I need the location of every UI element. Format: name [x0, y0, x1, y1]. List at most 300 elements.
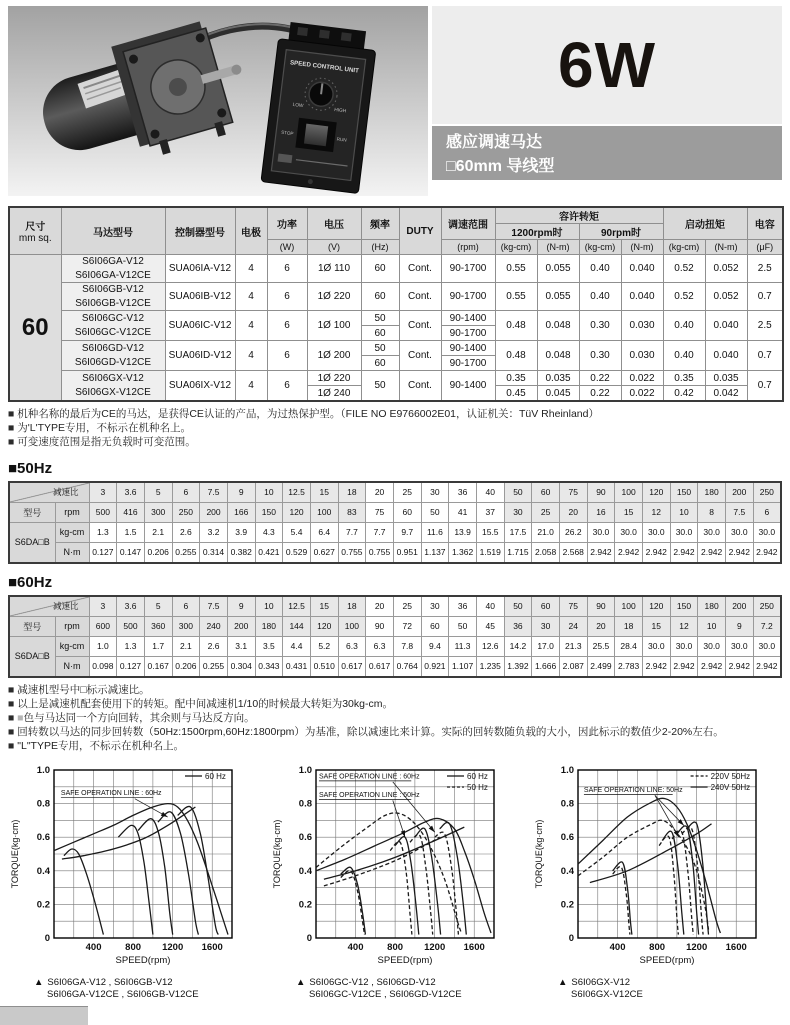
ratios-cell: 25 [393, 596, 421, 617]
rpm-cell: 144 [283, 616, 311, 636]
kgcm-cell: 5.4 [283, 522, 311, 542]
rpm-cell: 16 [587, 502, 615, 522]
rpm-cell: 7.5 [725, 502, 753, 522]
ratios-cell: 90 [587, 482, 615, 503]
series-speed-curve-1 [64, 849, 104, 935]
nm-cell: 2.568 [559, 542, 587, 563]
ratios-cell: 150 [670, 596, 698, 617]
note-item: ■ 为'L'TYPE专用，不标示在机种名上。 [8, 422, 782, 436]
capacitance-value: 0.7 [747, 341, 783, 371]
capacitance-value: 0.7 [747, 371, 783, 402]
ratio-table-60hz [8, 595, 782, 678]
nm-cell: 2.499 [587, 656, 615, 677]
unit-v: (V) [307, 240, 361, 255]
annotation-text: SAFE OPERATION LINE : 50Hz [318, 791, 420, 799]
rpm-cell: 500 [117, 616, 145, 636]
controller-model: SUA06ID-V12 [165, 341, 235, 371]
nm-cell: 1.715 [504, 542, 532, 563]
subtitle-line2: □60mm 导线型 [446, 158, 555, 175]
col-at90: 90rpm时 [579, 224, 663, 240]
duty-value: Cont. [399, 311, 441, 341]
kgcm-cell: 17.5 [504, 522, 532, 542]
rpm-cell: 180 [255, 616, 283, 636]
col-poles: 电极 [235, 207, 267, 255]
kgcm-cell: 7.7 [338, 522, 366, 542]
notes-bottom [8, 684, 782, 754]
triangle-marker-icon: ▲ [558, 976, 568, 988]
rpm-cell: 150 [255, 502, 283, 522]
controller-model: SUA06IX-V12 [165, 371, 235, 402]
ratios-cell: 25 [393, 482, 421, 503]
product-photo-illustration [8, 6, 428, 196]
unit-title: SPEED CONTROL UNIT [289, 59, 360, 75]
rpm-label: rpm [55, 502, 89, 522]
torque-value: 0.22 [579, 386, 621, 402]
rpm-cell: 166 [227, 502, 255, 522]
rpm-cell: 10 [670, 502, 698, 522]
y-tick-label: 0.6 [298, 831, 312, 843]
legend-label: 60 Hz [467, 771, 488, 781]
torque-value: 0.022 [621, 386, 663, 402]
speed-control-unit [261, 21, 378, 194]
torque-value: 0.52 [663, 283, 705, 311]
torque-speed-charts [8, 762, 782, 1003]
kgcm-cell: 17.0 [532, 636, 560, 656]
y-tick-label: 0.4 [298, 865, 312, 877]
y-tick-label: 0.8 [36, 798, 50, 810]
motor-model: S6I06GB-V12 S6I06GB-V12CE [61, 283, 165, 311]
voltage-value: 1Ø 200 [307, 341, 361, 371]
torque-speed-chart [8, 762, 258, 970]
nm-cell: 2.942 [642, 656, 670, 677]
torque-value: 0.045 [537, 386, 579, 402]
nm-cell: 1.235 [476, 656, 504, 677]
unit-kgcm-2: (kg-cm) [579, 240, 621, 255]
rpm-cell: 100 [310, 502, 338, 522]
x-axis-label: SPEED(rpm) [639, 954, 695, 966]
y-tick-label: 0.8 [560, 798, 574, 810]
series-envelope-50hz [316, 813, 461, 933]
kgcm-cell: 21.3 [559, 636, 587, 656]
nm-cell: 2.783 [615, 656, 643, 677]
col-freq: 频率 [361, 207, 399, 240]
rpm-cell: 100 [338, 616, 366, 636]
ratios-cell: 5 [144, 482, 172, 503]
torque-value: 0.048 [537, 341, 579, 371]
kgcm-cell: 30.0 [725, 636, 753, 656]
y-tick-label: 1.0 [560, 764, 574, 776]
rpm-cell: 9 [725, 616, 753, 636]
col-start-torque: 启动扭矩 [663, 207, 747, 240]
rpm-cell: 15 [642, 616, 670, 636]
kgcm-cell: 2.1 [172, 636, 200, 656]
ratios-cell: 3.6 [117, 596, 145, 617]
duty-value: Cont. [399, 283, 441, 311]
gearhead-model: S6DA□B [9, 522, 55, 563]
notes-top [8, 408, 782, 450]
power-value: 6 [267, 255, 307, 283]
torque-value: 0.052 [705, 255, 747, 283]
switch-stop-label: STOP [280, 129, 294, 137]
rpm-cell: 6 [753, 502, 781, 522]
ratios-cell: 36 [449, 482, 477, 503]
kgcm-cell: 28.4 [615, 636, 643, 656]
ratios-cell: 5 [144, 596, 172, 617]
nm-cell: 0.098 [89, 656, 117, 677]
y-axis-label: TORQUE(kg·cm) [10, 819, 20, 889]
rpm-cell: 15 [615, 502, 643, 522]
kgcm-cell: 1.0 [89, 636, 117, 656]
size-value: 60 [9, 255, 61, 402]
y-axis-label: TORQUE(kg·cm) [272, 819, 282, 889]
ratios-cell: 36 [449, 596, 477, 617]
controller-model: SUA06IA-V12 [165, 255, 235, 283]
voltage-value: 1Ø 240 [307, 386, 361, 402]
triangle-marker-icon: ▲ [34, 976, 44, 988]
ratios-cell: 250 [753, 482, 781, 503]
unit-w: (W) [267, 240, 307, 255]
ratios-cell: 50 [504, 482, 532, 503]
rpm-cell: 37 [476, 502, 504, 522]
kgcm-cell: 5.2 [310, 636, 338, 656]
freq-value: 50 [361, 311, 399, 326]
x-tick-label: 800 [649, 941, 666, 953]
kgcm-cell: 2.6 [172, 522, 200, 542]
ratios-cell: 12.5 [283, 482, 311, 503]
nm-cell: 0.617 [366, 656, 394, 677]
nm-cell: 0.206 [172, 656, 200, 677]
series-envelope-60hz [54, 803, 228, 934]
kgcm-cell: 9.7 [393, 522, 421, 542]
y-tick-label: 0.2 [560, 899, 574, 911]
y-tick-label: 0.6 [560, 831, 574, 843]
ratios-cell: 120 [642, 482, 670, 503]
torque-value: 0.040 [621, 255, 663, 283]
y-tick-label: 0.8 [298, 798, 312, 810]
speed-range-value: 90-1700 [441, 255, 495, 283]
nm-cell: 2.942 [615, 542, 643, 563]
kgcm-cell: 11.6 [421, 522, 449, 542]
kgcm-cell: 30.0 [698, 522, 726, 542]
ratios-cell: 7.5 [200, 482, 228, 503]
torque-value: 0.52 [663, 255, 705, 283]
torque-value: 0.42 [663, 386, 705, 402]
rpm-cell: 60 [421, 616, 449, 636]
rpm-cell: 8 [698, 502, 726, 522]
freq-value: 60 [361, 326, 399, 341]
x-tick-label: 1200 [424, 941, 446, 953]
motor-model: S6I06GX-V12 S6I06GX-V12CE [61, 371, 165, 402]
note-item: ■ 减速机型号中□标示减速比。 [8, 684, 782, 698]
rpm-cell: 200 [200, 502, 228, 522]
rpm-cell: 83 [338, 502, 366, 522]
nm-cell: 1.107 [449, 656, 477, 677]
rpm-cell: 12 [670, 616, 698, 636]
nm-cell: 0.764 [393, 656, 421, 677]
kgcm-cell: 1.5 [117, 522, 145, 542]
col-cap: 电容 [747, 207, 783, 240]
kgcm-cell: 1.7 [144, 636, 172, 656]
y-tick-label: 0.4 [36, 865, 50, 877]
freq-value: 50 [361, 371, 399, 402]
legend-label: 60 Hz [205, 771, 226, 781]
y-tick-label: 0.2 [36, 899, 50, 911]
capacitance-value: 2.5 [747, 255, 783, 283]
nm-cell: 1.137 [421, 542, 449, 563]
annotation-text: SAFE OPERATION LINE : 60Hz [318, 773, 420, 781]
torque-value: 0.030 [621, 311, 663, 341]
kgcm-cell: 14.2 [504, 636, 532, 656]
ratios-cell: 18 [338, 596, 366, 617]
y-tick-label: 1.0 [298, 764, 312, 776]
ratios-cell: 150 [670, 482, 698, 503]
legend-label: 50 Hz [467, 782, 488, 792]
controller-model: SUA06IC-V12 [165, 311, 235, 341]
nm-cell: 1.362 [449, 542, 477, 563]
torque-value: 0.35 [663, 371, 705, 386]
rpm-cell: 30 [504, 502, 532, 522]
kgcm-cell: 4.3 [255, 522, 283, 542]
torque-speed-chart [270, 762, 520, 970]
ratio-table-50hz [8, 481, 782, 564]
annotation-text: SAFE OPERATION LINE : 60Hz [60, 789, 162, 797]
rpm-cell: 12 [642, 502, 670, 522]
y-tick-label: 0 [568, 932, 574, 944]
torque-value: 0.35 [495, 371, 537, 386]
unit-hz: (Hz) [361, 240, 399, 255]
spec-table [8, 206, 784, 402]
knob-high-label: HIGH [333, 107, 347, 115]
triangle-marker-icon: ▲ [296, 976, 306, 988]
ratios-cell: 90 [587, 596, 615, 617]
torque-value: 0.055 [537, 255, 579, 283]
kgcm-cell: 7.8 [393, 636, 421, 656]
voltage-value: 1Ø 110 [307, 255, 361, 283]
nm-cell: 2.942 [698, 656, 726, 677]
rpm-cell: 30 [532, 616, 560, 636]
nm-cell: 2.942 [670, 656, 698, 677]
rpm-cell: 20 [559, 502, 587, 522]
ratios-cell: 40 [476, 482, 504, 503]
kgcm-cell: 3.9 [227, 522, 255, 542]
nm-cell: 2.058 [532, 542, 560, 563]
nm-cell: 0.617 [338, 656, 366, 677]
product-photo [8, 6, 428, 196]
poles-value: 4 [235, 255, 267, 283]
kgcm-cell: 9.4 [421, 636, 449, 656]
rpm-label: rpm [55, 616, 89, 636]
kgcm-cell: 26.2 [559, 522, 587, 542]
torque-value: 0.055 [537, 283, 579, 311]
ratios-cell: 200 [725, 482, 753, 503]
y-tick-label: 0 [44, 932, 50, 944]
kgcm-cell: 3.2 [200, 522, 228, 542]
knob-pointer [321, 83, 322, 94]
ratio-header-label: 减速比 [9, 596, 89, 617]
rpm-cell: 416 [117, 502, 145, 522]
rpm-cell: 120 [283, 502, 311, 522]
note-item: ■ 可变速度范围是指无负载时可变范围。 [8, 436, 782, 450]
ratios-cell: 12.5 [283, 596, 311, 617]
motor-model: S6I06GC-V12 S6I06GC-V12CE [61, 311, 165, 341]
kgcm-cell: 30.0 [670, 522, 698, 542]
nm-cell: 0.147 [117, 542, 145, 563]
section-60hz: ■60Hz [8, 573, 53, 591]
nm-cell: 0.421 [255, 542, 283, 563]
rpm-cell: 50 [421, 502, 449, 522]
rpm-cell: 250 [172, 502, 200, 522]
chart-caption: ▲ S6I06GC-V12 , S6I06GD-V12 S6I06GC-V12CE , S6I06GD-V12CE [296, 976, 462, 1001]
kgcm-label: kg-cm [55, 636, 89, 656]
unit-nm-1: (N-m) [537, 240, 579, 255]
nm-cell: 0.382 [227, 542, 255, 563]
power-value: 6 [267, 341, 307, 371]
kgcm-cell: 30.0 [753, 636, 781, 656]
speed-range-value: 90-1400 [441, 341, 495, 356]
torque-value: 0.035 [705, 371, 747, 386]
freq-value: 60 [361, 255, 399, 283]
section-50hz: ■50Hz [8, 459, 53, 477]
ratios-cell: 100 [615, 596, 643, 617]
chart-gc-gd [270, 762, 520, 1003]
freq-value: 60 [361, 356, 399, 371]
nm-cell: 0.206 [144, 542, 172, 563]
y-tick-label: 0.2 [298, 899, 312, 911]
x-tick-label: 400 [609, 941, 626, 953]
unit-uf: (μF) [747, 240, 783, 255]
torque-value: 0.55 [495, 283, 537, 311]
kgcm-cell: 30.0 [725, 522, 753, 542]
power-value: 6 [267, 311, 307, 341]
wattage-banner [432, 6, 782, 124]
legend-label: 220V 50Hz [710, 771, 751, 781]
ratios-cell: 250 [753, 596, 781, 617]
ratios-cell: 30 [421, 596, 449, 617]
kgcm-cell: 30.0 [670, 636, 698, 656]
rpm-cell: 25 [532, 502, 560, 522]
model-label: 型号 [9, 502, 55, 522]
motor-model: S6I06GD-V12 S6I06GD-V12CE [61, 341, 165, 371]
ratios-cell: 100 [615, 482, 643, 503]
kgcm-cell: 12.6 [476, 636, 504, 656]
ratios-cell: 7.5 [200, 596, 228, 617]
rpm-cell: 300 [172, 616, 200, 636]
spec-table-body [9, 255, 783, 402]
nm-cell: 2.942 [753, 656, 781, 677]
col-power: 功率 [267, 207, 307, 240]
nm-cell: 0.304 [227, 656, 255, 677]
y-tick-label: 0.6 [36, 831, 50, 843]
unit-nm-3: (N-m) [705, 240, 747, 255]
rpm-cell: 24 [559, 616, 587, 636]
nm-cell: 2.942 [642, 542, 670, 563]
col-duty: DUTY [399, 207, 441, 255]
nm-cell: 0.255 [172, 542, 200, 563]
nm-cell: 2.942 [725, 542, 753, 563]
poles-value: 4 [235, 371, 267, 402]
capacitance-value: 2.5 [747, 311, 783, 341]
rpm-cell: 60 [393, 502, 421, 522]
ratios-cell: 3.6 [117, 482, 145, 503]
x-tick-label: 1200 [686, 941, 708, 953]
motor-model: S6I06GA-V12 S6I06GA-V12CE [61, 255, 165, 283]
torque-value: 0.48 [495, 341, 537, 371]
chart-ga-gb [8, 762, 258, 1003]
ratios-cell: 10 [255, 482, 283, 503]
torque-value: 0.40 [579, 283, 621, 311]
nm-cell: 2.942 [753, 542, 781, 563]
ratios-cell: 15 [310, 596, 338, 617]
note-item: ■ 回转数以马达的同步回转数（50Hz:1500rpm,60Hz:1800rpm）为基准，除以减速比来计算。实际的回转数随负载的大小，因此标示的数值少2-20%左右。 [8, 726, 782, 740]
run-stop-switch[interactable] [304, 124, 328, 147]
col-controller-model: 控制器型号 [165, 207, 235, 255]
kgcm-cell: 15.5 [476, 522, 504, 542]
ratios-cell: 180 [698, 596, 726, 617]
x-tick-label: 1200 [162, 941, 184, 953]
note-item: ■ ■色与马达同一个方向回转，其余则与马达反方向。 [8, 712, 782, 726]
ratios-cell: 9 [227, 596, 255, 617]
ratio-header-label: 减速比 [9, 482, 89, 503]
duty-value: Cont. [399, 255, 441, 283]
kgcm-cell: 30.0 [642, 522, 670, 542]
torque-value: 0.30 [579, 311, 621, 341]
torque-value: 0.040 [705, 341, 747, 371]
nm-label: N·m [55, 542, 89, 563]
subtitle-line1: 感应调速马达 [446, 134, 543, 151]
nm-cell: 0.529 [283, 542, 311, 563]
nm-cell: 0.431 [283, 656, 311, 677]
kgcm-cell: 13.9 [449, 522, 477, 542]
torque-value: 0.40 [663, 311, 705, 341]
ratios-cell: 75 [559, 596, 587, 617]
power-value: 6 [267, 283, 307, 311]
torque-value: 0.030 [621, 341, 663, 371]
kgcm-cell: 6.3 [366, 636, 394, 656]
speed-range-value: 90-1700 [441, 326, 495, 341]
nm-cell: 0.167 [144, 656, 172, 677]
chart-caption: ▲ S6I06GA-V12 , S6I06GB-V12 S6I06GA-V12CE , S6I06GB-V12CE [34, 976, 199, 1001]
ratios-cell: 18 [338, 482, 366, 503]
series-speed-curve-220-1 [613, 866, 630, 934]
nm-cell: 0.314 [200, 542, 228, 563]
voltage-value: 1Ø 100 [307, 311, 361, 341]
unit-nm-2: (N-m) [621, 240, 663, 255]
kgcm-cell: 6.4 [310, 522, 338, 542]
rpm-cell: 90 [366, 616, 394, 636]
y-tick-label: 1.0 [36, 764, 50, 776]
brand-logo [278, 154, 293, 164]
nm-cell: 0.127 [89, 542, 117, 563]
torque-speed-chart [532, 762, 782, 970]
col-size: 尺寸 mm sq. [9, 207, 61, 255]
torque-value: 0.052 [705, 283, 747, 311]
nm-cell: 2.087 [559, 656, 587, 677]
torque-value: 0.40 [663, 341, 705, 371]
ratios-cell: 20 [366, 596, 394, 617]
rpm-cell: 36 [504, 616, 532, 636]
ratios-cell: 50 [504, 596, 532, 617]
ratios-cell: 10 [255, 596, 283, 617]
nm-cell: 2.942 [587, 542, 615, 563]
x-tick-label: 1600 [725, 941, 747, 953]
rpm-cell: 600 [89, 616, 117, 636]
page-content [8, 206, 782, 1002]
torque-value: 0.22 [579, 371, 621, 386]
col-at1200: 1200rpm时 [495, 224, 579, 240]
series-safe-operation-line-60hz [324, 827, 464, 879]
controller-model: SUA06IB-V12 [165, 283, 235, 311]
kgcm-cell: 6.3 [338, 636, 366, 656]
